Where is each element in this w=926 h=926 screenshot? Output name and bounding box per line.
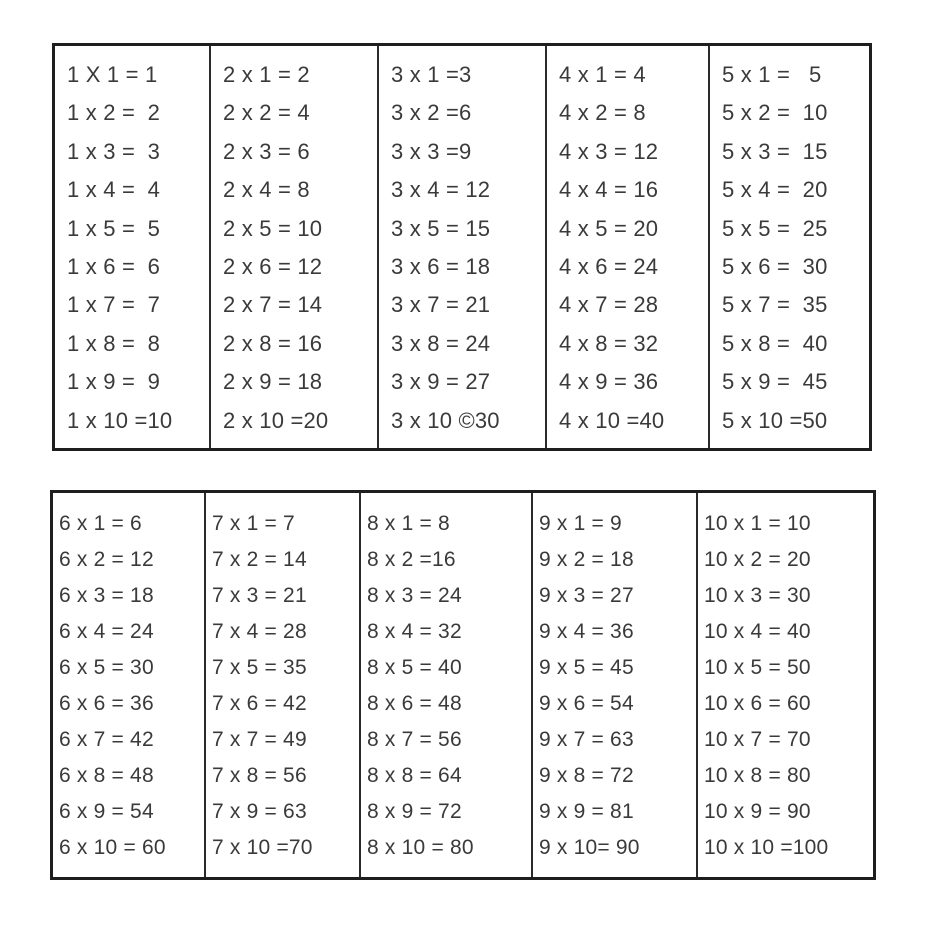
equation-line: 3 x 1 =3 [391, 62, 472, 87]
equation-line: 7 x 9 = 63 [212, 800, 307, 823]
equation-line: 4 x 10 =40 [559, 407, 665, 433]
equation-line: 2 x 8 = 16 [223, 330, 323, 356]
equation-line: 10 x 5 = 50 [704, 656, 811, 679]
equation-line: 1 x 9 = 9 [67, 369, 161, 395]
equation-line: 8 x 4 = 32 [367, 620, 462, 643]
equation-line: 4 x 4 = 16 [559, 177, 659, 203]
equation-line: 5 x 1 = 5 [722, 62, 822, 87]
equation-line: 2 x 3 = 6 [223, 138, 310, 164]
equation-line: 2 x 4 = 8 [223, 177, 310, 203]
equation-line: 4 x 6 = 24 [559, 253, 659, 279]
equation-line: 9 x 4 = 36 [539, 620, 634, 643]
equation-line: 10 x 3 = 30 [704, 584, 811, 607]
equation-line: 1 x 4 = 4 [67, 177, 161, 203]
equation-line: 5 x 7 = 35 [722, 292, 828, 318]
table-column-3 [379, 46, 547, 448]
equation-line: 6 x 7 = 42 [59, 728, 154, 751]
equation-line: 5 x 10 =50 [722, 407, 828, 433]
equation-line: 9 x 3 = 27 [539, 584, 634, 607]
equation-line: 1 x 6 = 6 [67, 253, 161, 279]
equation-line: 7 x 5 = 35 [212, 656, 307, 679]
equation-line: 7 x 4 = 28 [212, 620, 307, 643]
equation-line: 9 x 9 = 81 [539, 800, 634, 823]
equation-line: 10 x 4 = 40 [704, 620, 811, 643]
equation-line: 3 x 10 ©30 [391, 407, 500, 433]
table-column-2 [211, 46, 379, 448]
equation-line: 8 x 1 = 8 [367, 512, 450, 535]
times-table-top [52, 43, 872, 451]
equation-line: 1 X 1 = 1 [67, 62, 158, 87]
equation-line: 9 x 6 = 54 [539, 692, 634, 715]
equation-line: 6 x 9 = 54 [59, 800, 154, 823]
equation-line: 9 x 8 = 72 [539, 764, 634, 787]
equation-line: 4 x 2 = 8 [559, 100, 646, 126]
equation-line: 6 x 1 = 6 [59, 512, 142, 535]
equation-line: 3 x 3 =9 [391, 138, 472, 164]
equation-line: 8 x 8 = 64 [367, 764, 462, 787]
equation-line: 7 x 2 = 14 [212, 548, 307, 571]
equation-line: 10 x 6 = 60 [704, 692, 811, 715]
equation-line: 5 x 8 = 40 [722, 330, 828, 356]
table-column-1 [55, 46, 211, 448]
equation-line: 6 x 5 = 30 [59, 656, 154, 679]
equation-line: 4 x 9 = 36 [559, 369, 659, 395]
equation-line: 1 x 2 = 2 [67, 100, 161, 126]
equation-line: 2 x 9 = 18 [223, 369, 323, 395]
equation-line: 1 x 8 = 8 [67, 330, 161, 356]
equation-line: 8 x 5 = 40 [367, 656, 462, 679]
equation-line: 8 x 7 = 56 [367, 728, 462, 751]
equation-line: 1 x 3 = 3 [67, 138, 161, 164]
equation-line: 7 x 3 = 21 [212, 584, 307, 607]
equation-line: 3 x 2 =6 [391, 100, 472, 126]
equation-line: 1 x 5 = 5 [67, 215, 161, 241]
equation-line: 6 x 2 = 12 [59, 548, 154, 571]
equation-line: 2 x 7 = 14 [223, 292, 323, 318]
equation-line: 8 x 3 = 24 [367, 584, 462, 607]
equation-line: 10 x 9 = 90 [704, 800, 811, 823]
equation-line: 7 x 1 = 7 [212, 512, 295, 535]
equation-line: 2 x 10 =20 [223, 407, 329, 433]
equation-line: 6 x 10 = 60 [59, 836, 166, 859]
equation-line: 5 x 2 = 10 [722, 100, 828, 126]
equation-line: 8 x 6 = 48 [367, 692, 462, 715]
equation-line: 10 x 8 = 80 [704, 764, 811, 787]
equation-line: 9 x 2 = 18 [539, 548, 634, 571]
equation-line: 8 x 2 =16 [367, 548, 456, 571]
equation-line: 3 x 6 = 18 [391, 253, 491, 279]
equation-line: 5 x 3 = 15 [722, 138, 828, 164]
equation-line: 9 x 7 = 63 [539, 728, 634, 751]
equation-line: 3 x 5 = 15 [391, 215, 491, 241]
equation-line: 2 x 1 = 2 [223, 62, 310, 87]
equation-line: 5 x 6 = 30 [722, 253, 828, 279]
equation-line: 4 x 7 = 28 [559, 292, 659, 318]
equation-line: 5 x 9 = 45 [722, 369, 828, 395]
equation-line: 9 x 10= 90 [539, 836, 640, 859]
table-column-9 [533, 493, 698, 877]
equation-line: 3 x 8 = 24 [391, 330, 491, 356]
equation-line: 5 x 5 = 25 [722, 215, 828, 241]
equation-line: 3 x 4 = 12 [391, 177, 491, 203]
equation-line: 7 x 7 = 49 [212, 728, 307, 751]
equation-line: 7 x 10 =70 [212, 836, 313, 859]
equation-line: 10 x 1 = 10 [704, 512, 811, 535]
equation-line: 9 x 5 = 45 [539, 656, 634, 679]
equation-line: 6 x 8 = 48 [59, 764, 154, 787]
equation-line: 5 x 4 = 20 [722, 177, 828, 203]
times-table-bottom [50, 490, 876, 880]
equation-line: 8 x 9 = 72 [367, 800, 462, 823]
equation-line: 6 x 3 = 18 [59, 584, 154, 607]
equation-line: 8 x 10 = 80 [367, 836, 474, 859]
equation-line: 6 x 4 = 24 [59, 620, 154, 643]
equation-line: 6 x 6 = 36 [59, 692, 154, 715]
equation-line: 4 x 3 = 12 [559, 138, 659, 164]
equation-line: 2 x 6 = 12 [223, 253, 323, 279]
equation-line: 3 x 7 = 21 [391, 292, 491, 318]
table-column-8 [361, 493, 533, 877]
table-column-10 [698, 493, 873, 877]
equation-line: 1 x 7 = 7 [67, 292, 161, 318]
equation-line: 10 x 7 = 70 [704, 728, 811, 751]
equation-line: 7 x 6 = 42 [212, 692, 307, 715]
table-column-5 [710, 46, 869, 448]
equation-line: 3 x 9 = 27 [391, 369, 491, 395]
equation-line: 4 x 1 = 4 [559, 62, 646, 87]
equation-line: 1 x 10 =10 [67, 407, 173, 433]
equation-line: 2 x 2 = 4 [223, 100, 310, 126]
table-column-6 [53, 493, 206, 877]
table-column-7 [206, 493, 361, 877]
equation-line: 10 x 2 = 20 [704, 548, 811, 571]
equation-line: 4 x 5 = 20 [559, 215, 659, 241]
equation-line: 2 x 5 = 10 [223, 215, 323, 241]
equation-line: 10 x 10 =100 [704, 836, 829, 859]
equation-line: 9 x 1 = 9 [539, 512, 622, 535]
equation-line: 4 x 8 = 32 [559, 330, 659, 356]
table-column-4 [547, 46, 710, 448]
equation-line: 7 x 8 = 56 [212, 764, 307, 787]
